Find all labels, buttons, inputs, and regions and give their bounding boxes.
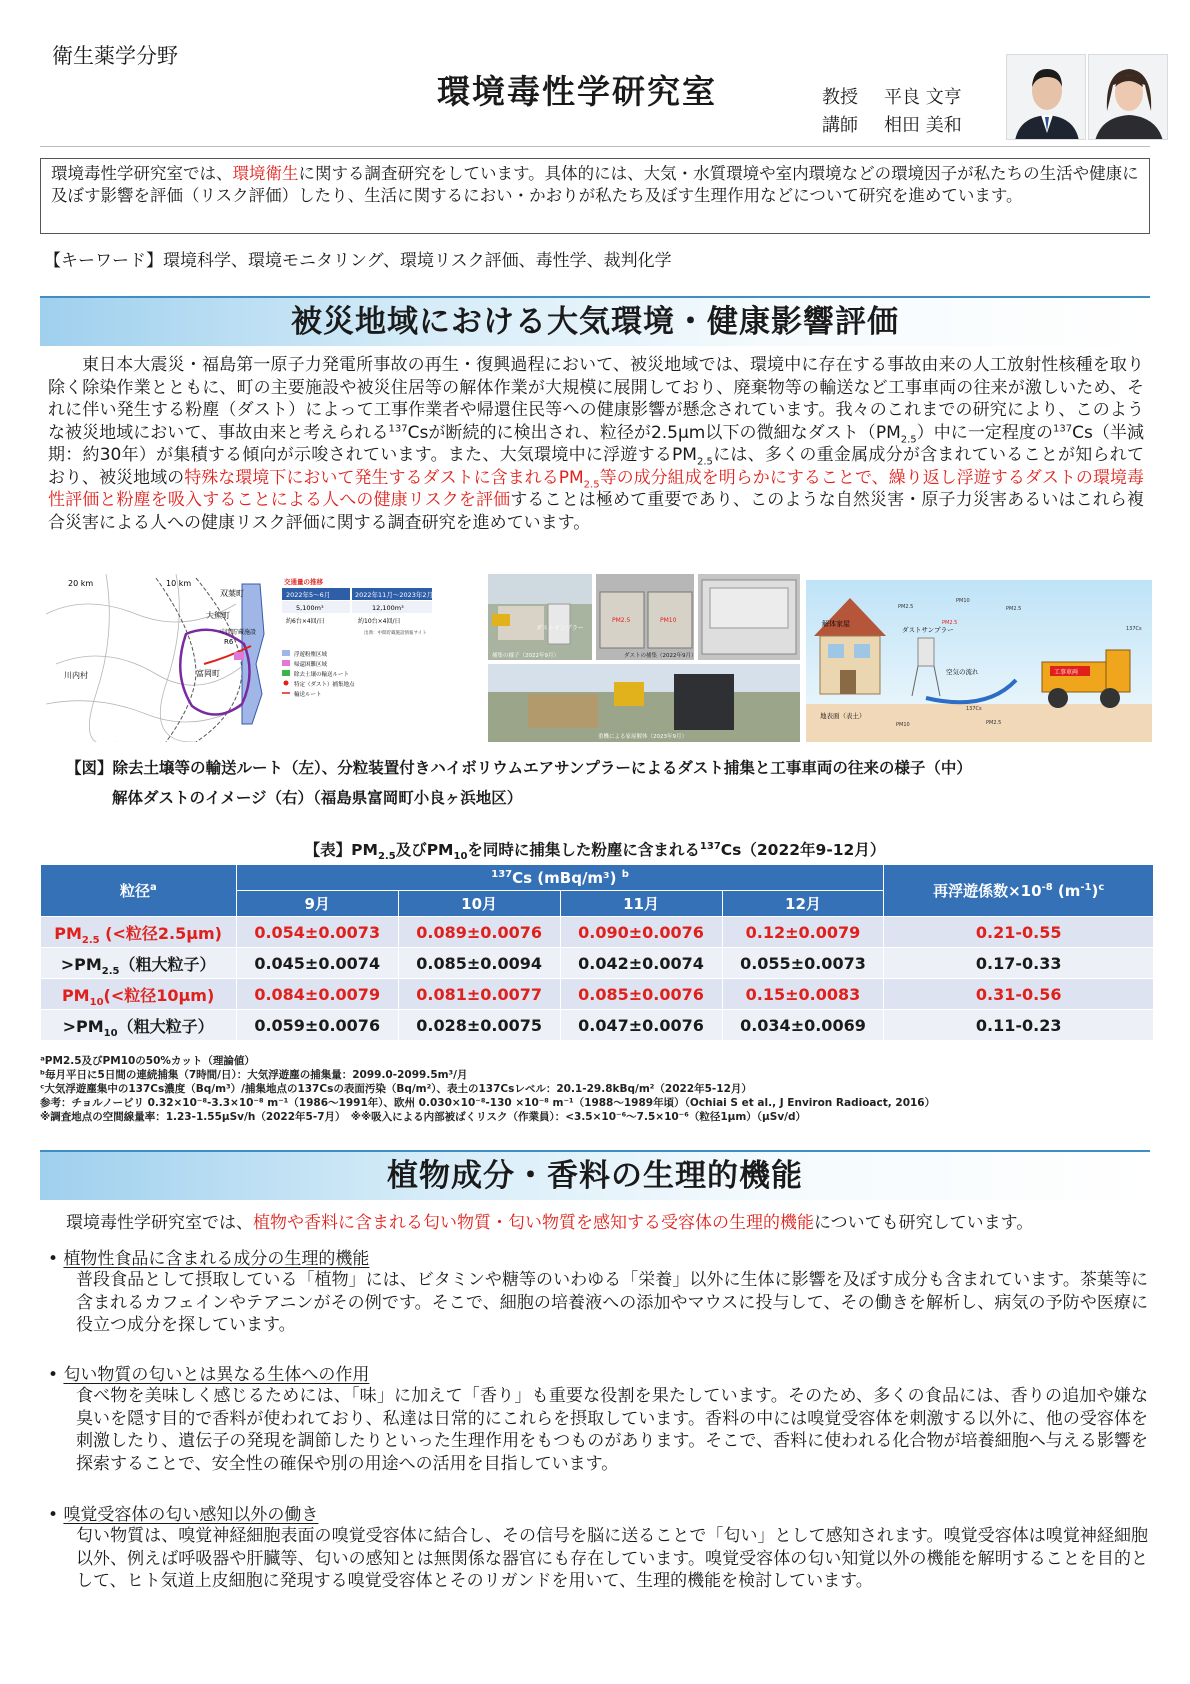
keywords: 【キーワード】環境科学、環境モニタリング、環境リスク評価、毒性学、裁判化学: [44, 251, 672, 271]
traffic-col2: 2022年11月〜2023年2月: [355, 591, 433, 599]
traffic-v2: 12,100m³: [372, 604, 404, 612]
photo-pm10-label: PM10: [660, 617, 677, 624]
map-label-tomioka: 富岡町: [196, 669, 220, 678]
table-notes: [40, 1054, 1150, 1124]
research-item: [48, 1500, 1148, 1593]
table-header-row: [41, 865, 1154, 891]
map-dist-20: 20 km: [68, 579, 94, 588]
subscript: 10: [453, 851, 468, 863]
traffic-col1: 2022年5〜6月: [286, 591, 331, 599]
body-highlight: 等の成分組成を明らかにすることで、繰り返し浮遊するダストの環境毒性評価と粉塵を吸入することによる人への健康リスクを評価: [48, 467, 1144, 510]
table-caption: [0, 838, 1190, 863]
legend-3: 除去土壌の輸送ルート: [294, 672, 350, 678]
caption-text: Cs（2022年9-12月）: [720, 841, 886, 859]
cell: 0.059±0.0076: [236, 1010, 398, 1041]
map-label-futaba: 双葉町: [220, 589, 244, 598]
photo-caption-2: ダストの捕集（2022年9月）: [624, 653, 697, 659]
caption-text: を同時に捕集した粉塵に含まれる: [467, 841, 700, 859]
traffic-f1: 約6台×4回/日: [286, 618, 325, 625]
dust-pm-label: PM10: [956, 598, 970, 604]
body-text: Csが断続的に検出され、粒径が2.5μm以下の微細なダスト（PM: [407, 422, 901, 443]
header-month: 11月: [560, 891, 722, 917]
subscript: 2.5: [696, 456, 713, 468]
row-label: $>PM_{10}$（粗大粒子）: [41, 1010, 237, 1041]
dust-air-label: 空気の流れ: [946, 668, 979, 676]
cell: 0.15±0.0083: [722, 979, 884, 1010]
body-text: Cs（半減期：約30年）が集積する傾向が示唆されています。また、大気環境中に浮遊するPM: [48, 422, 1144, 465]
traffic-title: 交通量の推移: [284, 578, 323, 586]
table-note: ᶜ大気浮遊塵集中の137Cs濃度（Bq/m³）/捕集地点の137Csの表面汚染（Bq/m²）、表土の137Csレベル：20.1-29.8kBq/m²（2022年5-12月）: [40, 1083, 752, 1095]
staff-role: 教授: [822, 87, 858, 108]
photo-sampler-label: ダストサンプラー: [536, 625, 584, 632]
header-cs: $^{137}$Cs (mBq/m³) $^b$: [236, 865, 884, 891]
header-resuspension: 再浮遊係数$\times 10^{-8}$ $(m^{-1})^c$: [884, 865, 1154, 917]
superscript: 137: [1053, 422, 1073, 434]
staff-role: 講師: [822, 115, 858, 136]
cell: 0.17-0.33: [884, 948, 1154, 979]
header-divider: [40, 146, 1150, 147]
intro-text: 環境毒性学研究室では、: [51, 164, 233, 183]
staff-row: [822, 84, 962, 112]
table-note: ᵇ毎月平日に5日間の連続捕集（7時間/日）：大気浮遊塵の捕集量：2099.0-2099.5m³/月: [40, 1069, 468, 1081]
row-label: $PM_{10}(<$粒径10μm): [41, 979, 237, 1010]
staff-list: [822, 84, 962, 140]
field-label: 衛生薬学分野: [52, 44, 178, 68]
intro-highlight: 環境衛生: [232, 164, 299, 183]
dust-ground-label: 地表面（表土）: [820, 712, 866, 720]
table-row: [41, 1010, 1154, 1041]
lab-title: 環境毒性学研究室: [437, 72, 717, 111]
map-label-storage: 中間貯蔵施設: [220, 629, 257, 636]
dust-pm-label: PM2.5: [986, 720, 1002, 726]
cell: 0.055±0.0073: [722, 948, 884, 979]
traffic-source: 出典：中間貯蔵施設情報サイト: [364, 631, 427, 636]
row-label: $>PM_{2.5}$（粗大粒子）: [41, 948, 237, 979]
table-row: [41, 979, 1154, 1010]
staff-name: 相田 美和: [884, 115, 962, 136]
intro-box: [40, 158, 1150, 234]
traffic-f2: 約10台×4回/日: [358, 618, 401, 625]
photo-caption-1: 捕集の様子（2022年9月）: [492, 653, 559, 659]
cell: 0.11-0.23: [884, 1010, 1154, 1041]
row-label: $PM_{2.5}$ (<粒径2.5μm): [41, 917, 237, 948]
map-label-okuma: 大熊町: [206, 611, 230, 620]
traffic-v1: 5,100m³: [296, 604, 324, 612]
dust-house-label: 解体家屋: [822, 620, 850, 628]
cell: 0.31-0.56: [884, 979, 1154, 1010]
research-item-text: 普段食品として摂取している「植物」には、ビタミンや糖等のいわゆる「栄養」以外に生体に影響を及ぼす成分も含まれています。茶葉等に含まれるカフェインやテアニンがその例です。そこで、細胞の培養液への添加やマウスに投与して、その働きを解析し、病気の予防や医療に役立つ成分を探しています。: [76, 1270, 1148, 1335]
photo-caption-3: 重機による家屋解体（2023年9月）: [598, 734, 687, 740]
body-text: 東日本大震災・福島第一原子力発電所事故の再生・復興過程において、被災地域では、環境中に存在する事故由来の人工放射性核種を取り除く除染作業とともに、町の主要施設や被災住居等の解体作業が大規模に展開しており、廃棄物等の輸送など工事車両の往来が激しいため、それに伴い発生する粉塵（ダスト）によって工事作業者や帰還住民等への健康影響が懸念されています。我々のこれまでの研究により、このような被災地域において、事故由来と考えられる: [48, 355, 1144, 443]
research-item-heading: • 匂い物質の匂いとは異なる生体への作用: [48, 1365, 370, 1385]
sampling-photos: [488, 574, 800, 742]
cell: 0.042±0.0074: [560, 948, 722, 979]
research-item: [48, 1360, 1148, 1475]
body-text: についても研究しています。: [814, 1213, 1034, 1233]
figure-caption-line2: 解体ダストのイメージ（右）（福島県富岡町小良ヶ浜地区）: [112, 789, 523, 807]
cs-concentration-table: [40, 864, 1154, 1041]
header-month: 12月: [722, 891, 884, 917]
section1-title: 被災地域における大気環境・健康影響評価: [291, 304, 899, 340]
cell: 0.045±0.0074: [236, 948, 398, 979]
superscript: 137: [699, 840, 721, 852]
table-row: [41, 917, 1154, 948]
section2-banner: [40, 1150, 1150, 1200]
cell: 0.034±0.0069: [722, 1010, 884, 1041]
legend-1: 浮遊粉塵区域: [294, 652, 328, 658]
dust-pm-label: PM2.5: [898, 604, 914, 610]
photo-pm25-label: PM2.5: [612, 617, 631, 624]
research-item-heading: • 嗅覚受容体の匂い感知以外の働き: [48, 1505, 319, 1525]
staff-name: 平良 文亨: [884, 87, 962, 108]
dust-sampler-label: ダストサンプラー: [902, 626, 954, 634]
caption-text: 及びPM: [395, 841, 454, 859]
dust-cs-label: 137Cs: [1126, 626, 1142, 632]
cell: 0.089±0.0076: [398, 917, 560, 948]
subscript: 2.5: [583, 478, 600, 490]
section1-banner: [40, 296, 1150, 346]
cell: 0.21-0.55: [884, 917, 1154, 948]
subscript: 2.5: [377, 851, 396, 863]
legend-2: 帰還困難区域: [294, 662, 328, 668]
transport-route-map: [46, 574, 476, 742]
section1-body: [48, 354, 1144, 534]
subscript: 2.5: [900, 433, 917, 445]
lecturer-photo: [1088, 54, 1168, 140]
header-size: 粒径$^a$: [41, 865, 237, 917]
body-text: には、多くの重金属成分が含まれていることが知られており、被災地域の: [48, 445, 1144, 488]
research-item-text: 匂い物質は、嗅覚神経細胞表面の嗅覚受容体に結合し、その信号を脳に送ることで「匂い」として感知されます。嗅覚受容体は嗅覚神経細胞以外、例えば呼吸器や肝臓等、匂いの感知とは無関係な器官にも存在しています。嗅覚受容体の匂い知覚以外の機能を解明することを目的として、ヒト気道上皮細胞に発現する嗅覚受容体とそのリガンドを用いて、生理的機能を検討しています。: [76, 1526, 1148, 1591]
figure-caption-line1: 【図】除去土壌等の輸送ルート（左）、分粒装置付きハイボリウムエアサンプラーによるダスト捕集と工事車両の往来の様子（中）: [66, 759, 972, 777]
header-month: 9月: [236, 891, 398, 917]
dust-pm-label: PM2.5: [942, 620, 958, 626]
cell: 0.047±0.0076: [560, 1010, 722, 1041]
cell: 0.090±0.0076: [560, 917, 722, 948]
table-note: ᵃPM2.5及びPM10の50%カット（理論値）: [40, 1055, 255, 1067]
cell: 0.054±0.0073: [236, 917, 398, 948]
legend-4: 特定（ダスト）捕集地点: [294, 682, 355, 688]
cell: 0.081±0.0077: [398, 979, 560, 1010]
cell: 0.12±0.0079: [722, 917, 884, 948]
body-text: ）中に一定程度の: [916, 422, 1054, 443]
research-item: [48, 1244, 1148, 1337]
table-note: 参考：チョルノービリ 0.32×10⁻⁸-3.3×10⁻⁸ m⁻¹（1986〜1991年）、欧州 0.030×10⁻⁸-130 ×10⁻⁸ m⁻¹（1988〜1989年頃）（Ochiai S et al., J Environ Radioact, 2016）: [40, 1097, 936, 1109]
intro-text: に関する調査研究をしています。具体的には、大気・水質環境や室内環境などの環境因子が私たちの生活や健康に及ぼす影響を評価（リスク評価）したり、生活に関するにおい・かおりが私たち及ぼす生理作用などについて研究を進めています。: [51, 164, 1139, 205]
dust-cs-label: 137Cs: [966, 706, 982, 712]
staff-row: [822, 112, 962, 140]
map-label-r6: R6: [224, 638, 234, 646]
table-note: ※調査地点の空間線量率：1.23-1.55μSv/h（2022年5-7月） ※※吸入による内部被ばくリスク（作業員）：<3.5×10⁻⁶〜7.5×10⁻⁶（粒径1μm）（μSv/d）: [40, 1111, 807, 1123]
header-month: 10月: [398, 891, 560, 917]
body-highlight: 植物や香料に含まれる匂い物質・匂い物質を感知する受容体の生理的機能: [253, 1213, 814, 1233]
cell: 0.085±0.0076: [560, 979, 722, 1010]
dust-truck-label: 工事車両: [1054, 669, 1079, 676]
cell: 0.028±0.0075: [398, 1010, 560, 1041]
demolition-dust-illustration: [806, 580, 1152, 742]
table-row: [41, 948, 1154, 979]
section2-intro: [66, 1208, 1146, 1233]
body-text: することは極めて重要であり、このような自然災害・原子力災害あるいはこれら複合災害による人への健康リスク評価に関する調査研究を進めています。: [48, 490, 1144, 533]
research-item-heading: • 植物性食品に含まれる成分の生理的機能: [48, 1249, 370, 1269]
body-highlight: 特殊な環境下において発生するダストに含まれるPM: [184, 467, 584, 488]
map-dist-10: 10 km: [166, 579, 192, 588]
superscript: 137: [388, 422, 408, 434]
legend-5: 輸送ルート: [294, 692, 322, 698]
dust-pm-label: PM2.5: [1006, 606, 1022, 612]
body-text: 環境毒性学研究室では、: [66, 1213, 253, 1233]
professor-photo: [1006, 54, 1086, 140]
research-item-text: 食べ物を美味しく感じるためには、「味」に加えて「香り」も重要な役割を果たしています。そのため、多くの食品には、香りの追加や嫌な臭いを隠す目的で香料が使われており、私達は日常的にこれらを摂取しています。香料の中には嗅覚受容体を刺激する以外に、他の受容体を刺激したり、遺伝子の発現を調節したりといった生理作用をもつものがあります。そこで、香料に使われる化合物が培養細胞へ与える影響を探索することで、安全性の確保や別の用途への活用を目指しています。: [76, 1386, 1148, 1474]
caption-text: 【表】PM: [304, 841, 378, 859]
map-label-kawauchi: 川内村: [64, 671, 88, 680]
dust-pm-label: PM10: [896, 722, 910, 728]
section2-title: 植物成分・香料の生理的機能: [387, 1158, 803, 1194]
cell: 0.085±0.0094: [398, 948, 560, 979]
cell: 0.084±0.0079: [236, 979, 398, 1010]
